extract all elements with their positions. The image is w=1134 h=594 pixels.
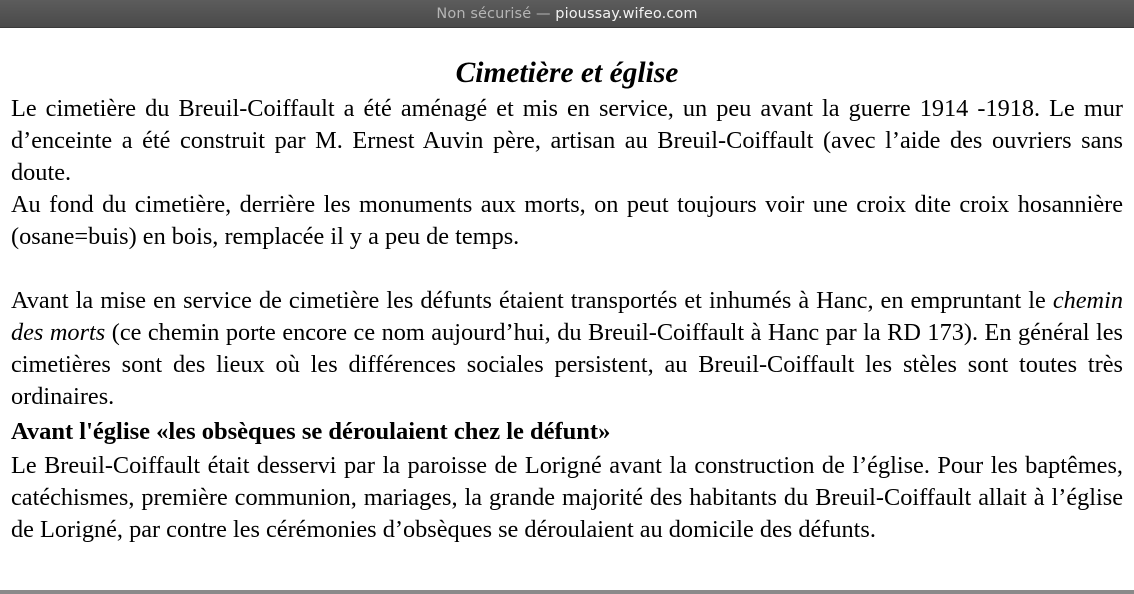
address-bar[interactable]: [0, 0, 1134, 28]
section-heading: Avant l'église «les obsèques se déroulaient chez le défunt»: [11, 418, 611, 445]
paragraph-cemetery-construction: Le cimetière du Breuil-Coiffault a été aménagé et mis en service, un peu avant la guerre 1914 -1918. Le mur d’enceinte a été construit par M. Ernest Auvin père, artisan au Breuil-Coiffault (avec l’aide des ouvriers sans doute.: [11, 95, 1123, 186]
domain-label: pioussay.wifeo.com: [555, 5, 698, 22]
address-separator: —: [531, 5, 556, 22]
paragraph-hosanna-cross: Au fond du cimetière, derrière les monuments aux morts, on peut toujours voir une croix dite croix hosannière (osane=buis) en bois, remplacée il y a peu de temps.: [11, 191, 1123, 250]
paragraph-chemin-des-morts: [11, 285, 1123, 413]
paragraph-text-start: Avant la mise en service de cimetière les défunts étaient transportés et inhumés à Hanc, en empruntant le: [11, 287, 1053, 314]
italic-phrase: chemin des morts: [11, 287, 1123, 346]
security-status-label: Non sécurisé: [436, 5, 532, 22]
document-content: [11, 27, 1123, 546]
bottom-divider: [0, 590, 1134, 594]
paragraph-lorigne-parish: Le Breuil-Coiffault était desservi par la paroisse de Lorigné avant la construction de l’église. Pour les baptêmes, catéchismes, première communion, mariages, la grande majorité des habitants du Breuil-Coiffault allait à l’église de Lorigné, par contre les cérémonies d’obsèques se déroulaient au domicile des défunts.: [11, 452, 1123, 543]
paragraph-text-end: (ce chemin porte encore ce nom aujourd’hui, du Breuil-Coiffault à Hanc par la RD 173). En général les cimetières sont des lieux où les différences sociales persistent, au Breuil-Coiffault les stèles sont toutes très ordinaires.: [11, 319, 1123, 410]
page-title: Cimetière et église: [455, 57, 679, 89]
